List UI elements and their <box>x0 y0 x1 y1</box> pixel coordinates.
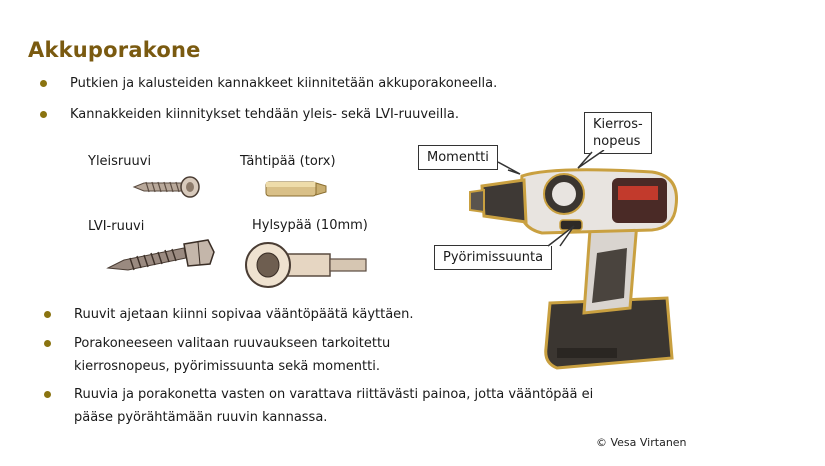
bullet-text: Kannakkeiden kiinnitykset tehdään yleis- sekä LVI-ruuveilla. <box>70 107 459 122</box>
callout-pointer <box>498 158 538 178</box>
bullet-dot <box>44 340 51 347</box>
label-tahtipaa: Tähtipää (torx) <box>240 154 336 169</box>
bullet-item <box>44 383 704 429</box>
bullet-dot <box>44 391 51 398</box>
callout-kierrosnopeus <box>584 112 652 154</box>
bullet-text-line1: Porakoneeseen valitaan ruuvaukseen tarkoitettu <box>74 336 391 351</box>
torx-bit-image <box>262 176 332 202</box>
bullet-dot <box>40 111 47 118</box>
bullet-item <box>44 332 684 378</box>
bullet-dot <box>40 80 47 87</box>
bullet-text-line1: Ruuvia ja porakonetta vasten on varattava riittävästi painoa, jotta vääntöpää ei <box>74 387 594 402</box>
label-yleisruuvi: Yleisruuvi <box>88 154 152 169</box>
callout-pointer <box>540 222 580 248</box>
callout-momentti: Momentti <box>418 145 498 170</box>
callout-kierrosnopeus-line1: Kierros- <box>593 117 643 132</box>
bullet-text: Putkien ja kalusteiden kannakkeet kiinnitetään akkuporakoneella. <box>70 76 498 91</box>
callout-pyorimissuunta: Pyörimissuunta <box>434 245 552 270</box>
bullet-item <box>40 72 640 95</box>
bullet-text-line2: kierrosnopeus, pyörimissuunta sekä momentti. <box>74 359 380 374</box>
bullet-dot <box>44 311 51 318</box>
socket-bit-image <box>242 240 377 292</box>
callout-kierrosnopeus-line2: nopeus <box>593 134 641 149</box>
page-title: Akkuporakone <box>28 38 201 62</box>
general-screw-image <box>130 172 210 202</box>
bullet-text: Ruuvit ajetaan kiinni sopivaa vääntöpäätä käyttäen. <box>74 307 414 322</box>
lvi-screw-image <box>104 238 219 280</box>
label-hylsypaa: Hylsypää (10mm) <box>252 218 368 233</box>
bullet-item <box>40 103 640 126</box>
bullet-item <box>44 303 684 326</box>
bullet-text-line2: pääse pyörähtämään ruuvin kannassa. <box>74 410 328 425</box>
label-lvi-ruuvi: LVI-ruuvi <box>88 219 145 234</box>
callout-pointer <box>574 150 614 172</box>
copyright: © Vesa Virtanen <box>596 436 687 449</box>
